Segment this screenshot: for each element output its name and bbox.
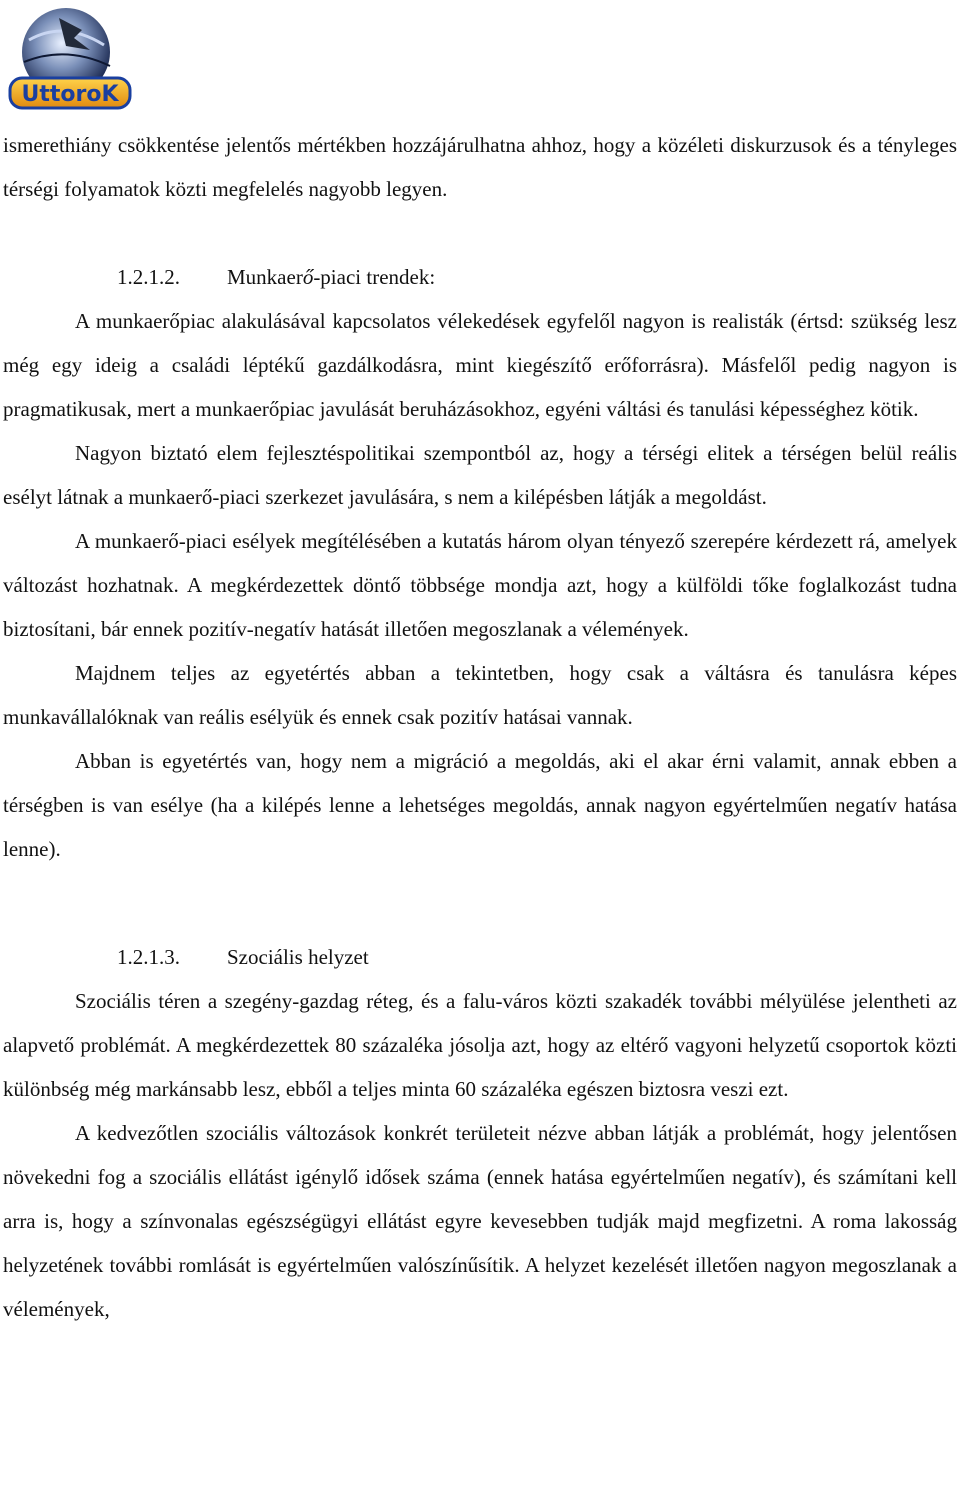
section-title: Szociális helyzet	[227, 945, 369, 969]
paragraph: Majdnem teljes az egyetértés abban a tekintetben, hogy csak a váltásra és tanulásra képes munkavállalóknak van reális esélyük és ennek csak pozitív hatásai vannak.	[3, 661, 957, 729]
paragraph: Nagyon biztató elem fejlesztéspolitikai szempontból az, hogy a térségi elitek a térségen belül reális esélyt látnak a munkaerő-piaci szerkezet javulására, s nem a kilépésben látják a megoldást.	[3, 441, 957, 509]
document-body	[3, 123, 957, 1331]
paragraph: ismerethiány csökkentése jelentős mértékben hozzájárulhatna ahhoz, hogy a közéleti diskurzusok és a tényleges térségi folyamatok közti megfelelés nagyobb legyen.	[3, 133, 957, 201]
paragraph: A kedvezőtlen szociális változások konkrét területeit nézve abban látják a problémát, hogy jelentősen növekedni fog a szociális ellátást igénylő idősek száma (ennek hatása egyértelműen negatív), és számítani kell arra is, hogy a színvonalas egészségügyi ellátást egyre kevesebben tudják majd megfizetni. A roma lakosság helyzetének további romlását is egyértelműen valószínűsítik. A helyzet kezelését illetően nagyon megoszlanak a vélemények,	[3, 1121, 957, 1321]
paragraph: A munkaerőpiac alakulásával kapcsolatos vélekedések egyfelől nagyon is realisták (értsd: szükség lesz még egy ideig a családi léptékű gazdálkodásra, mint kiegészítő erőforrásra). Másfelől pedig nagyon is pragmatikusak, mert a munkaerőpiac javulását beruházásokhoz, egyéni váltási és tanulási képességhez kötik.	[3, 309, 957, 421]
paragraph: Abban is egyetértés van, hogy nem a migráció a megoldás, aki el akar érni valamit, annak ebben a térségben is van esélye (ha a kilépés lenne a lehetséges megoldás, annak nagyon egyértelműen negatív hatása lenne).	[3, 749, 957, 861]
paragraph: Szociális téren a szegény-gazdag réteg, és a falu-város közti szakadék további mélyülése jelentheti az alapvető problémát. A megkérdezettek 80 százaléka jósolja azt, hogy az eltérő vagyoni helyzetű csoportok közti különbség még markánsabb lesz, ebből a teljes minta 60 százaléka egészen biztosra veszi ezt.	[3, 989, 957, 1101]
section-heading-1	[3, 255, 957, 299]
section-number: 1.2.1.3.	[117, 945, 180, 969]
section-title: Munkaerő-piaci trendek:	[227, 265, 436, 289]
section-number: 1.2.1.2.	[117, 265, 180, 289]
uttorok-logo	[4, 0, 134, 130]
section-heading-2	[3, 935, 957, 979]
paragraph: A munkaerő-piaci esélyek megítélésében a kutatás három olyan tényező szerepére kérdezett rá, amelyek változást hozhatnak. A megkérdezettek döntő többsége mondja azt, hogy a külföldi tőke foglalkozást tudna biztosítani, bár ennek pozitív-negatív hatását illetően megoszlanak a vélemények.	[3, 529, 957, 641]
logo-text: UttoroK	[21, 82, 119, 107]
